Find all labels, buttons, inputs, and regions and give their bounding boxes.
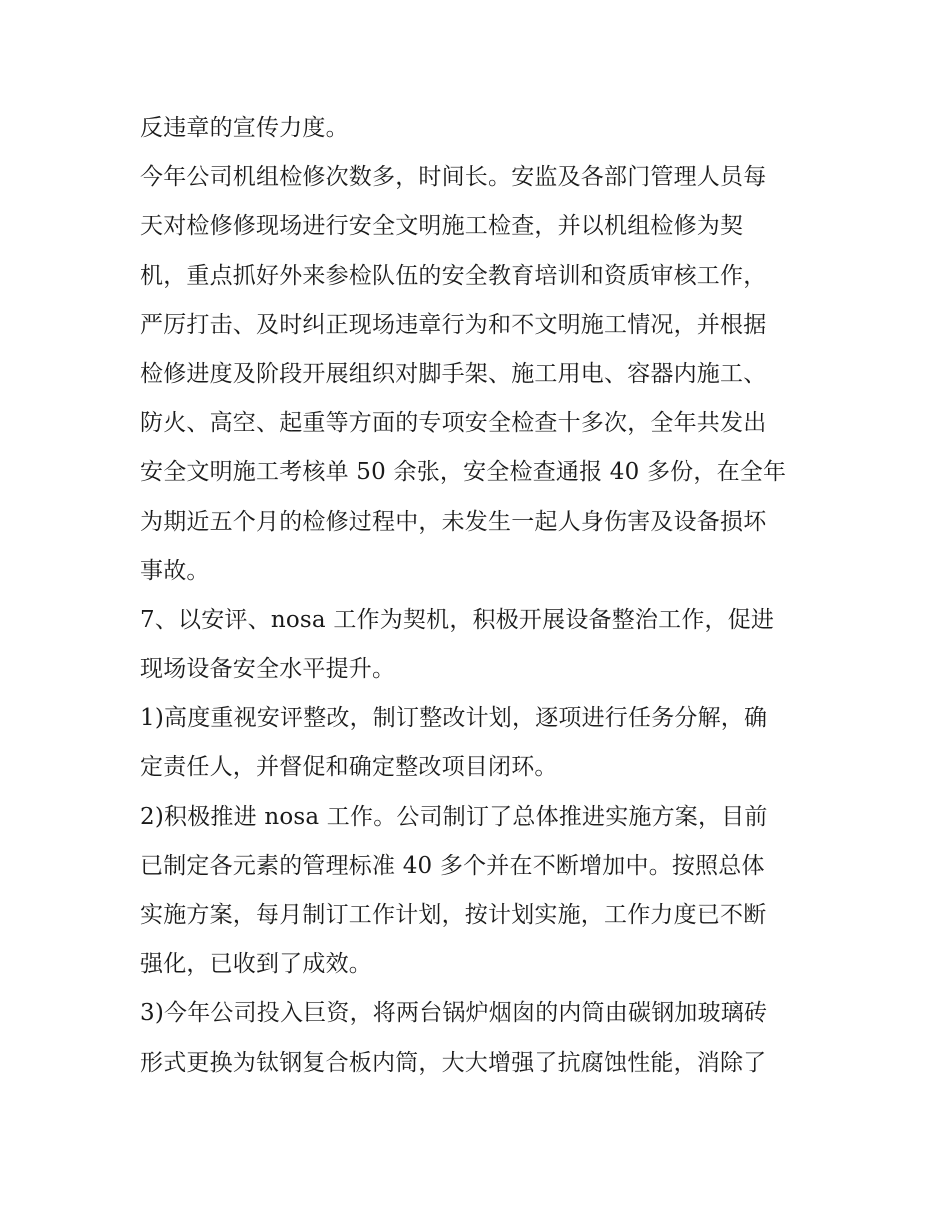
text-line: 现场设备安全水平提升。 [140, 656, 396, 683]
text-line: 安全文明施工考核单 50 余张，安全检查通报 40 多份，在全年 [140, 459, 787, 486]
text-line: 定责任人，并督促和确定整改项目闭环。 [140, 754, 558, 781]
text-line: 严厉打击、及时纠正现场违章行为和不文明施工情况，并根据 [140, 311, 767, 338]
text-line: 今年公司机组检修次数多，时间长。安监及各部门管理人员每 [140, 164, 767, 191]
text-line: 7、以安评、nosa 工作为契机，积极开展设备整治工作，促进 [140, 606, 775, 633]
text-line: 3)今年公司投入巨资，将两台锅炉烟囱的内筒由碳钢加玻璃砖 [140, 1000, 768, 1027]
text-line: 反违章的宣传力度。 [140, 115, 349, 141]
text-line: 形式更换为钛钢复合板内筒，大大增强了抗腐蚀性能，消除了 [140, 1049, 767, 1076]
text-line: 实施方案，每月制订工作计划，按计划实施，工作力度已不断 [140, 902, 767, 928]
text-line: 强化，已收到了成效。 [140, 951, 372, 978]
text-line: 事故。 [140, 557, 210, 584]
text-line: 已制定各元素的管理标准 40 多个并在不断增加中。按照总体 [140, 852, 765, 879]
text-line: 检修进度及阶段开展组织对脚手架、施工用电、容器内施工、 [140, 360, 767, 387]
text-line: 天对检修修现场进行安全文明施工检查，并以机组检修为契 [140, 213, 744, 240]
text-line: 机，重点抓好外来参检队伍的安全教育培训和资质审核工作， [140, 262, 767, 289]
text-line: 2)积极推进 nosa 工作。公司制订了总体推进实施方案，目前 [140, 803, 768, 830]
text-line: 1)高度重视安评整改，制订整改计划，逐项进行任务分解，确 [140, 705, 768, 732]
text-line: 为期近五个月的检修过程中，未发生一起人身伤害及设备损坏 [140, 508, 767, 535]
document-body [140, 104, 820, 1088]
text-line: 防火、高空、起重等方面的专项安全检查十多次，全年共发出 [140, 410, 767, 437]
